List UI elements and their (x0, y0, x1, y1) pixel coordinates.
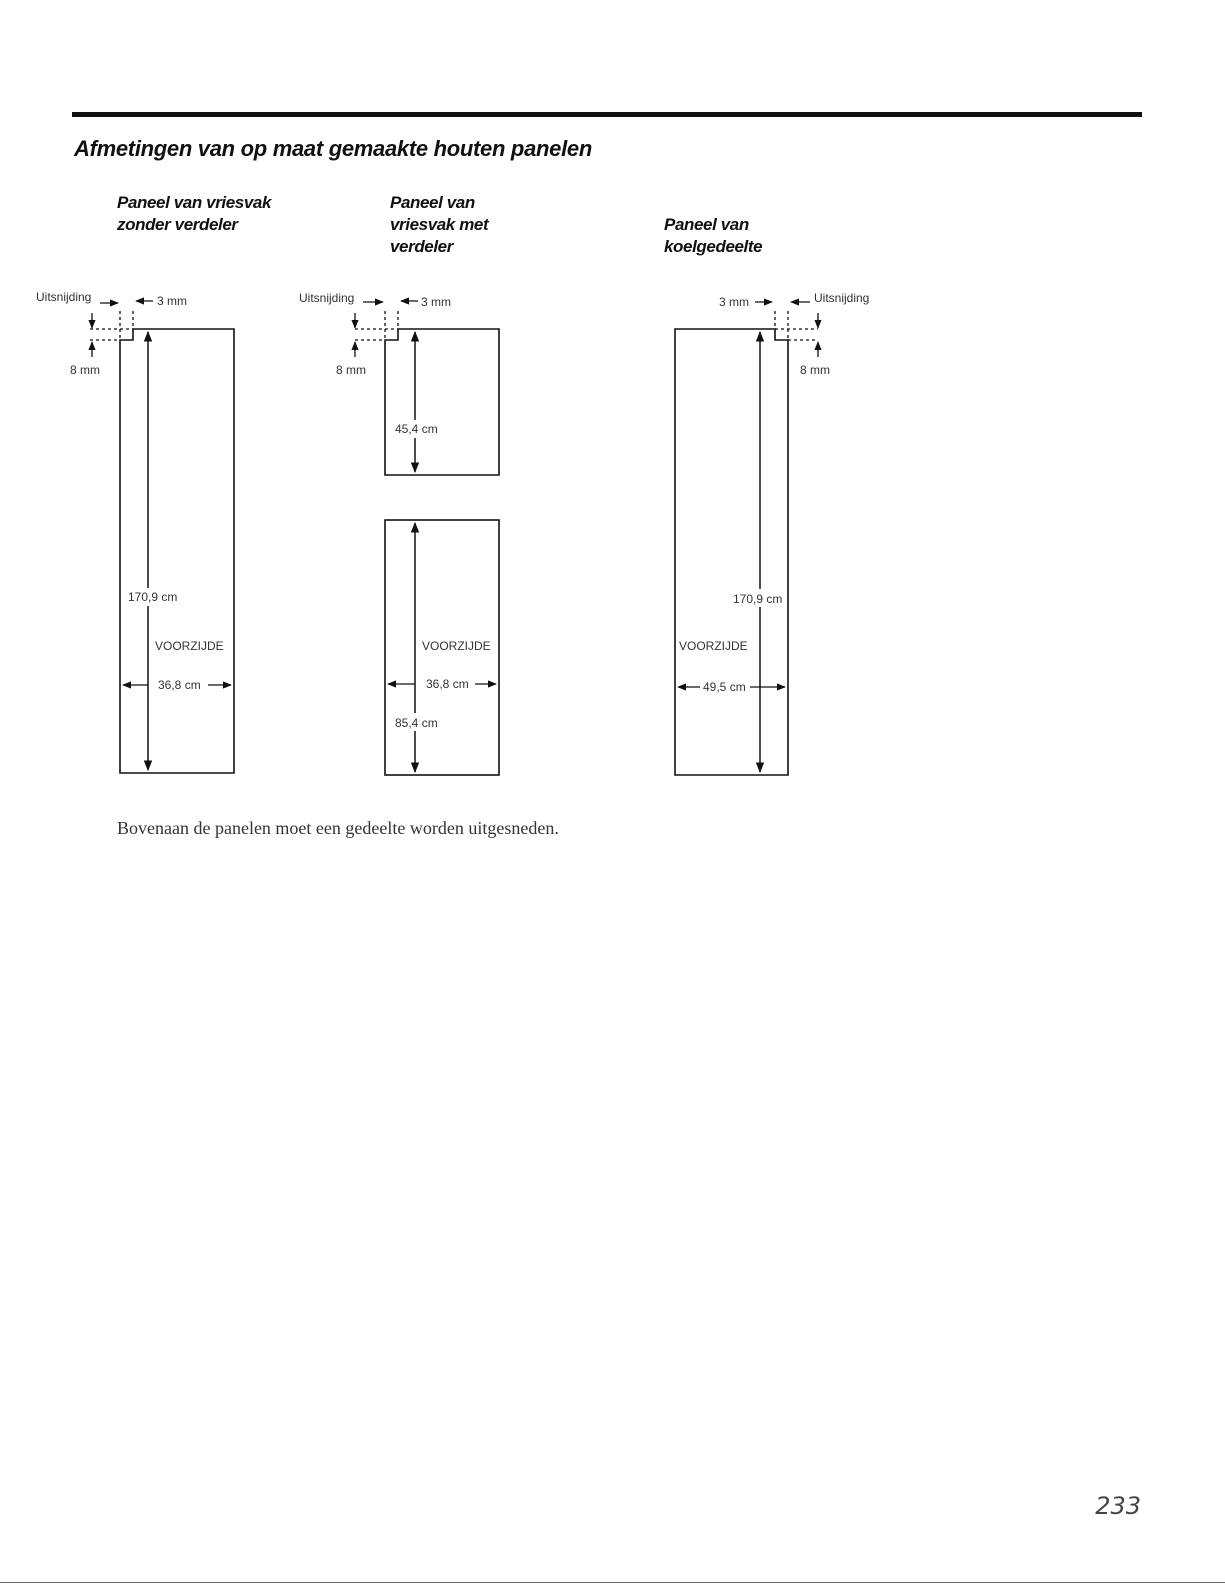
left-notch-depth: 8 mm (70, 363, 100, 377)
right-notch-width: 3 mm (719, 295, 749, 309)
middle-width-value: 36,8 cm (426, 677, 469, 691)
heading-middle-line-1: Paneel van (390, 193, 475, 212)
heading-middle-line-3: verdeler (390, 237, 453, 256)
middle-panel-drawing (299, 291, 499, 775)
left-front-label: VOORZIJDE (155, 639, 224, 653)
right-notch-label: Uitsnijding (814, 291, 870, 305)
heading-left-line-1: Paneel van vriesvak (117, 193, 272, 212)
heading-left-line-2: zonder verdeler (117, 215, 238, 234)
middle-lower-height-value: 85,4 cm (395, 716, 438, 730)
middle-upper-height-value: 45,4 cm (395, 422, 438, 436)
footer-rule (0, 1582, 1225, 1583)
middle-notch-depth: 8 mm (336, 363, 366, 377)
left-height-value: 170,9 cm (128, 590, 178, 604)
page-number: 233 (1095, 1492, 1141, 1520)
right-panel-outline (675, 329, 788, 775)
left-notch-width: 3 mm (157, 294, 187, 308)
right-height-value: 170,9 cm (733, 592, 783, 606)
caption-text: Bovenaan de panelen moet een gedeelte worden uitgesneden. (117, 818, 559, 838)
middle-front-label: VOORZIJDE (422, 639, 491, 653)
page-title: Afmetingen van op maat gemaakte houten panelen (74, 136, 592, 161)
heading-right-line-2: koelgedeelte (664, 237, 763, 256)
left-notch-label: Uitsnijding (36, 290, 92, 304)
right-width-value: 49,5 cm (703, 680, 746, 694)
middle-notch-width: 3 mm (421, 295, 451, 309)
middle-upper-panel-outline (385, 329, 499, 475)
right-notch-depth: 8 mm (800, 363, 830, 377)
right-panel-drawing (675, 291, 869, 775)
heading-middle-line-2: vriesvak met (390, 215, 489, 234)
right-front-label: VOORZIJDE (679, 639, 748, 653)
heading-right-line-1: Paneel van (664, 215, 749, 234)
left-panel-drawing (36, 290, 234, 773)
left-panel-outline (120, 329, 234, 773)
left-width-value: 36,8 cm (158, 678, 201, 692)
middle-notch-label: Uitsnijding (299, 291, 355, 305)
